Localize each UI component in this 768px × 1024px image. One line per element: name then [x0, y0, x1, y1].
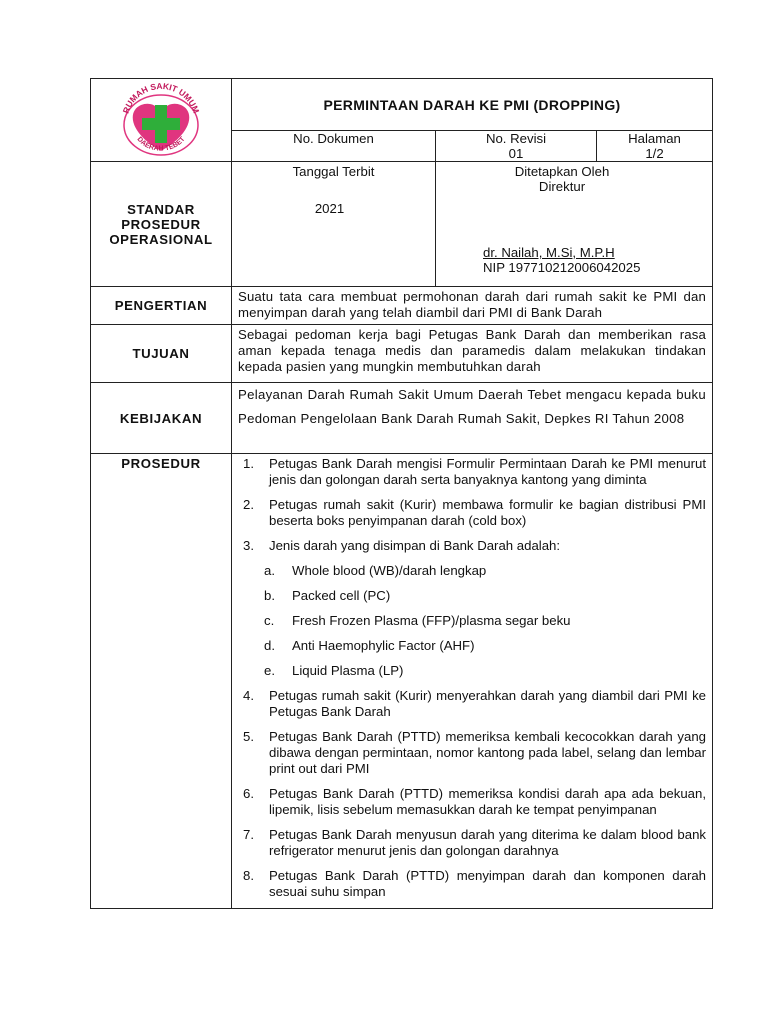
halaman-label: Halaman	[628, 131, 681, 146]
list-item	[238, 456, 706, 488]
sub-letter: d.	[264, 638, 275, 653]
logo-arc-bottom: DAERAH TEBET	[135, 135, 187, 153]
step-text: Petugas Bank Darah (PTTD) memeriksa kembali kecocokkan darah yang dibawa dengan permintaan, nomor kantong pada label, selang dan lembar print out dari PMI	[269, 729, 707, 776]
list-item	[238, 563, 706, 579]
step-text: Petugas Bank Darah (PTTD) memeriksa kondisi darah apa ada bekuan, lipemik, lisis sebelum memasukkan darah ke tempat penyimpanan	[269, 786, 707, 817]
sub-letter: b.	[264, 588, 275, 603]
sub-letter: a.	[264, 563, 275, 578]
step-number: 2.	[243, 497, 254, 512]
list-item	[238, 688, 706, 720]
sub-text: Fresh Frozen Plasma (FFP)/plasma segar beku	[292, 613, 571, 628]
no-dokumen-cell	[232, 131, 436, 162]
kebijakan-label: KEBIJAKAN	[91, 383, 232, 454]
document-title: PERMINTAAN DARAH KE PMI (DROPPING)	[232, 79, 713, 131]
signer-nip: NIP 197710212006042025	[483, 260, 641, 275]
prosedur-steps	[232, 454, 712, 908]
step-number: 6.	[243, 786, 254, 801]
sub-letter: c.	[264, 613, 275, 628]
halaman-value: 1/2	[645, 146, 664, 161]
step-number: 1.	[243, 456, 254, 471]
tanggal-terbit-cell	[232, 162, 436, 287]
pengertian-text: Suatu tata cara membuat permohonan darah dari rumah sakit ke PMI dan menyimpan darah yang telah diambil dari PMI di Bank Darah	[232, 287, 713, 325]
list-item	[238, 827, 706, 859]
halaman-cell	[597, 131, 713, 162]
tanggal-terbit-label: Tanggal Terbit	[292, 164, 375, 179]
hospital-logo	[119, 81, 203, 157]
prosedur-cell	[232, 454, 713, 909]
step-number: 5.	[243, 729, 254, 744]
list-item	[238, 663, 706, 679]
sop-table	[90, 78, 713, 909]
list-item	[238, 868, 706, 900]
ditetapkan-cell	[436, 162, 713, 287]
sop-label-line3: OPERASIONAL	[109, 231, 213, 247]
sub-letter: e.	[264, 663, 275, 678]
tanggal-terbit-value: 2021	[314, 201, 345, 216]
list-item	[238, 538, 706, 554]
list-item	[238, 588, 706, 604]
step-text: Petugas Bank Darah (PTTD) menyimpan darah dan komponen darah sesuai suhu simpan	[269, 868, 707, 899]
ditetapkan-role: Direktur	[538, 179, 586, 194]
list-item	[238, 497, 706, 529]
sop-label-line1: STANDAR	[127, 201, 195, 217]
step-number: 8.	[243, 868, 254, 883]
sop-document	[90, 78, 712, 909]
step-text: Petugas Bank Darah menyusun darah yang diterima ke dalam blood bank refrigerator menurut jenis dan golongan darahnya	[269, 827, 707, 858]
logo-arc-top: RUMAH SAKIT UMUM	[120, 80, 202, 115]
step-text: Jenis darah yang disimpan di Bank Darah adalah:	[269, 538, 561, 553]
sub-text: Liquid Plasma (LP)	[292, 663, 404, 678]
step-text: Petugas Bank Darah mengisi Formulir Permintaan Darah ke PMI menurut jenis dan golongan darah serta banyaknya kantong yang diminta	[269, 456, 707, 487]
list-item	[238, 729, 706, 777]
step-text: Petugas rumah sakit (Kurir) menyerahkan darah yang diambil dari PMI ke Petugas Bank Darah	[269, 688, 707, 719]
sop-label-line2: PROSEDUR	[121, 216, 201, 232]
sub-text: Packed cell (PC)	[292, 588, 391, 603]
logo-cell	[91, 79, 232, 162]
no-revisi-value: 01	[508, 146, 524, 161]
list-item	[238, 638, 706, 654]
step-number: 3.	[243, 538, 254, 553]
no-revisi-cell	[436, 131, 597, 162]
tujuan-text: Sebagai pedoman kerja bagi Petugas Bank Darah dan memberikan rasa aman kepada tenaga medis dan paramedis dalam melakukan tindakan kepada pasien yang mungkin membutuhkan darah	[232, 325, 713, 383]
no-revisi-label: No. Revisi	[485, 131, 547, 146]
cross-horizontal	[142, 118, 180, 130]
sub-text: Whole blood (WB)/darah lengkap	[292, 563, 487, 578]
kebijakan-text: Pelayanan Darah Rumah Sakit Umum Daerah Tebet mengacu kepada buku Pedoman Pengelolaan Bank Darah Rumah Sakit, Depkes RI Tahun 2008	[232, 383, 713, 454]
ditetapkan-label: Ditetapkan Oleh	[514, 164, 610, 179]
no-dokumen-label: No. Dokumen	[293, 131, 374, 146]
step-number: 7.	[243, 827, 254, 842]
pengertian-label: PENGERTIAN	[91, 287, 232, 325]
prosedur-label: PROSEDUR	[91, 454, 232, 909]
list-item	[238, 613, 706, 629]
tujuan-label: TUJUAN	[91, 325, 232, 383]
sub-text: Anti Haemophylic Factor (AHF)	[292, 638, 475, 653]
step-number: 4.	[243, 688, 254, 703]
step-text: Petugas rumah sakit (Kurir) membawa formulir ke bagian distribusi PMI beserta boks penyimpanan darah (cold box)	[269, 497, 707, 528]
list-item	[238, 786, 706, 818]
signer-name: dr. Nailah, M.Si, M.P.H	[483, 245, 615, 260]
sop-label-cell	[91, 162, 232, 287]
blood-types-list	[238, 563, 706, 679]
